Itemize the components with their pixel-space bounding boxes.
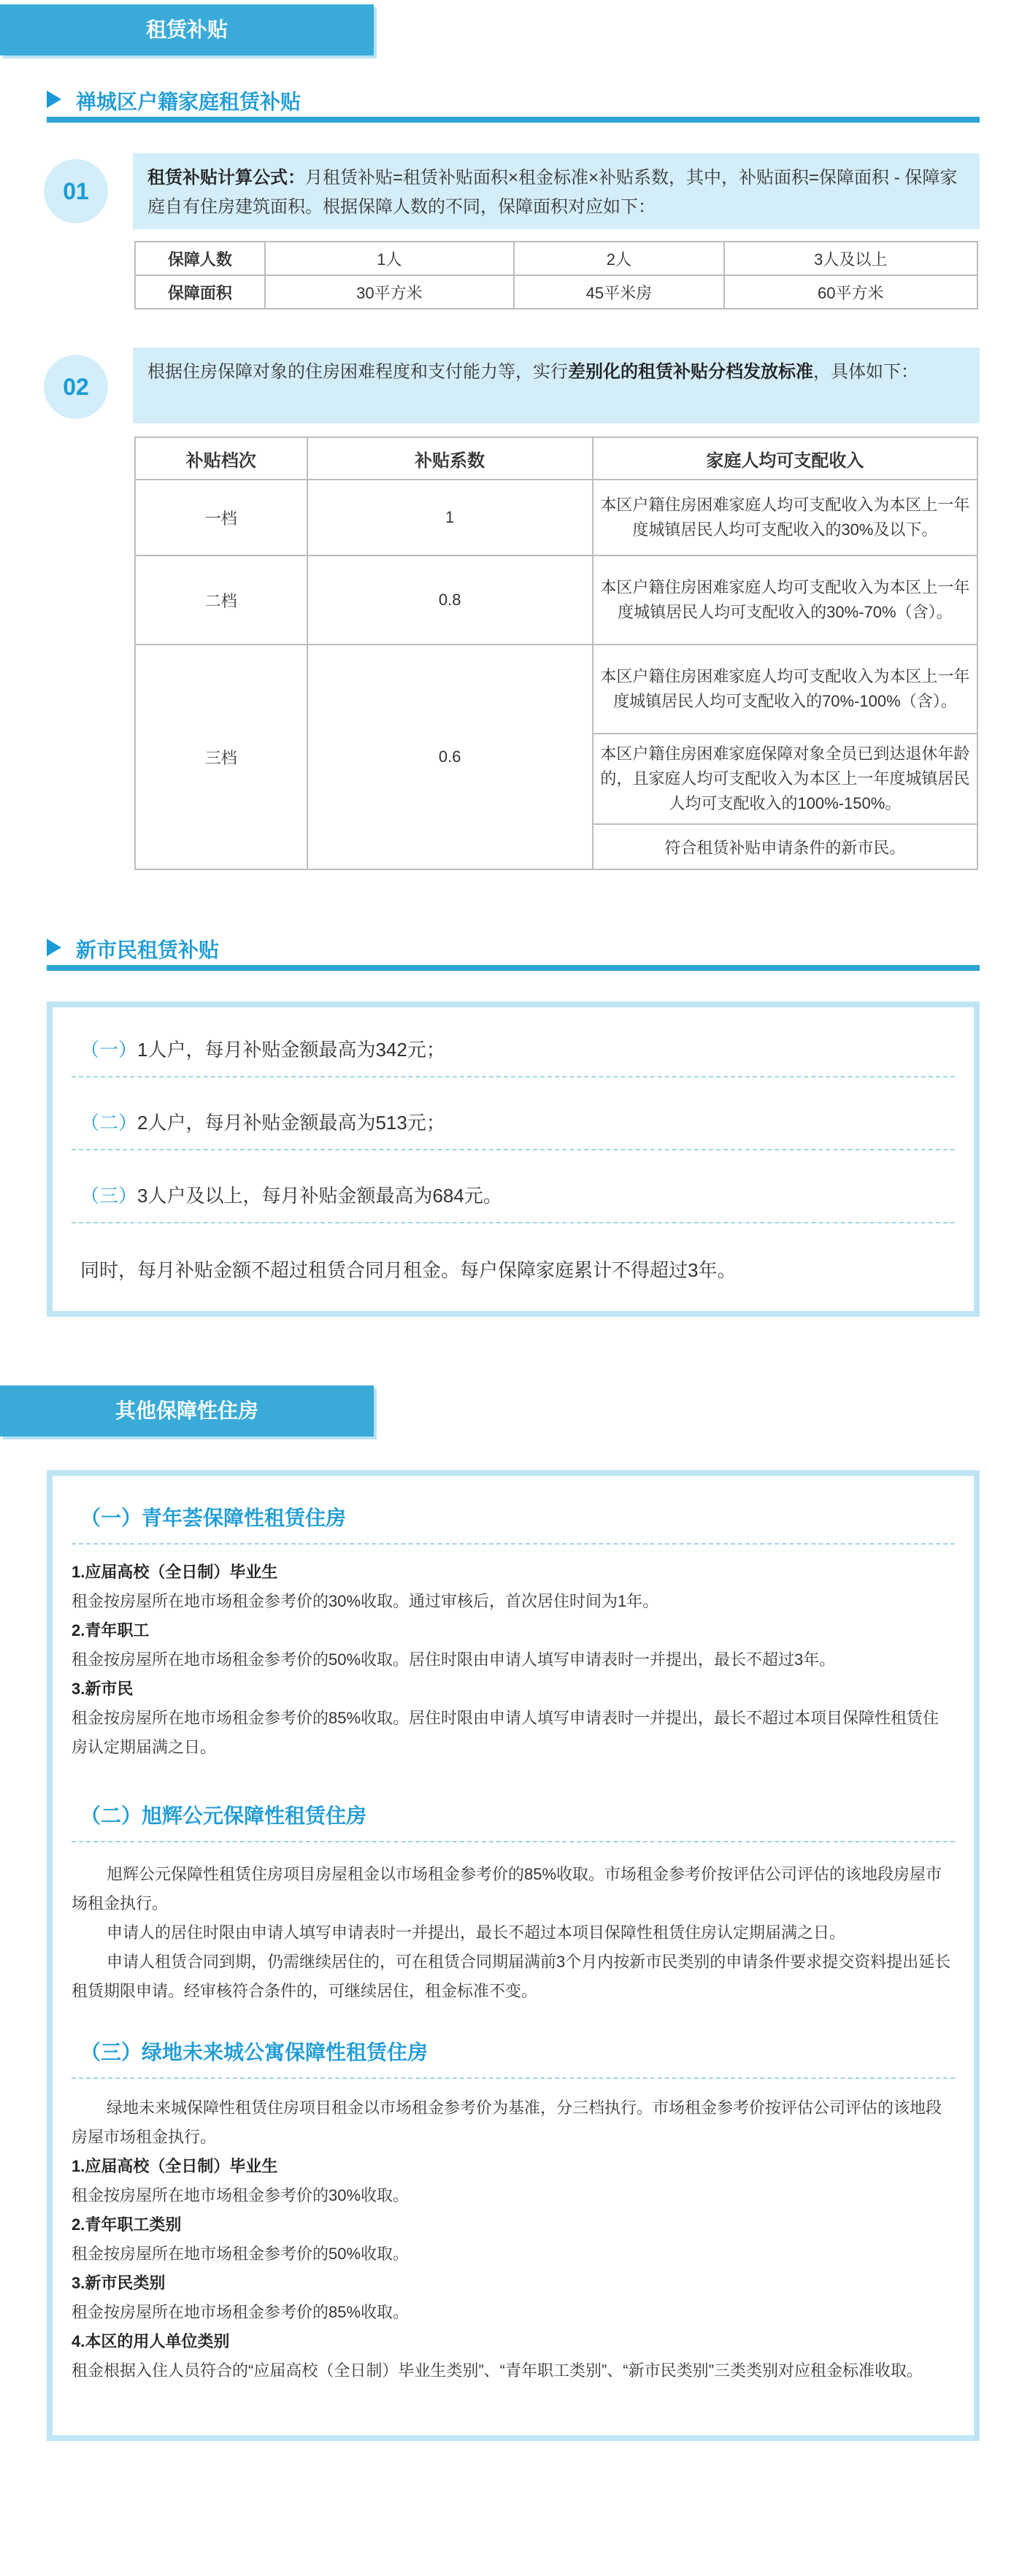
table-cell: 30平方米 — [265, 275, 514, 309]
table-cell: 保障人数 — [135, 242, 265, 275]
tier-intro-emphasis: 差别化的租赁补贴分档发放标准 — [568, 362, 813, 382]
subsection-title: （三）绿地未来城公寓保障性租赁住房 — [80, 2041, 429, 2064]
tier-level: 二档 — [135, 555, 307, 645]
formula-label: 租赁补贴计算公式： — [147, 168, 305, 188]
dashed-divider — [72, 1841, 955, 1842]
item-text: 2人户，每月补贴金额最高为513元； — [137, 1112, 445, 1134]
para-text: 租金按房屋所在地市场租金参考价的85%收取。 — [72, 2303, 410, 2321]
subsection-title: （二）旭辉公元保障性租赁住房 — [80, 1804, 367, 1827]
triangle-bullet-icon — [47, 939, 61, 956]
step-number-badge: 01 — [44, 159, 108, 223]
section-title-text: 新市民租赁补贴 — [76, 939, 220, 961]
subsection-body — [72, 1860, 955, 2006]
table-header-row — [135, 437, 977, 480]
list-item — [80, 1108, 445, 1135]
subsection-body — [72, 1558, 955, 1762]
tier-coef: 0.8 — [307, 555, 593, 645]
tier-coef: 1 — [307, 480, 593, 555]
table-cell: 保障面积 — [135, 275, 265, 309]
dashed-divider — [72, 1149, 955, 1150]
section-title-huji — [47, 79, 980, 123]
tier-table — [134, 437, 978, 870]
table-row — [135, 555, 977, 645]
section-title-new-citizen — [47, 927, 980, 971]
section-divider — [47, 965, 980, 971]
table-row — [135, 242, 977, 275]
item-text: 3人户及以上，每月补贴金额最高为684元。 — [137, 1185, 502, 1207]
rental-subsidy-header-text: 租赁补贴 — [145, 18, 228, 41]
new-citizen-box — [47, 1001, 980, 1317]
para-heading: 2.青年职工 — [72, 1621, 150, 1639]
table-cell: 60平方米 — [724, 275, 977, 309]
dashed-divider — [72, 1543, 955, 1545]
para-text: 租金根据入住人员符合的“应届高校（全日制）毕业生类别”、“青年职工类别”、“新市民类别”三类类别对应租金标准收取。 — [72, 2361, 923, 2380]
tier-intro-box — [133, 347, 980, 423]
section-divider — [47, 117, 980, 123]
other-housing-header-text: 其他保障性住房 — [115, 1399, 258, 1422]
para-heading: 3.新市民类别 — [72, 2274, 166, 2292]
formula-box — [133, 153, 980, 229]
rental-subsidy-header — [0, 4, 374, 55]
para-heading: 1.应届高校（全日制）毕业生 — [72, 2157, 278, 2175]
tier-intro-suffix: ，具体如下： — [813, 362, 918, 382]
column-header: 补贴档次 — [135, 437, 307, 480]
table-cell: 45平米房 — [514, 275, 724, 309]
triangle-bullet-icon — [47, 91, 61, 108]
subsection-title: （一）青年荟保障性租赁住房 — [80, 1507, 347, 1529]
para-text: 租金按房屋所在地市场租金参考价的85%收取。居住时限由申请人填写申请表时一并提出，最长不超过本项目保障性租赁住房认定期届满之日。 — [72, 1709, 940, 1756]
para-text: 租金按房屋所在地市场租金参考价的50%收取。居住时限由申请人填写申请表时一并提出，最长不超过3年。 — [72, 1650, 836, 1669]
item-marker: （三） — [80, 1185, 138, 1207]
table-cell: 2人 — [514, 242, 724, 275]
para-text: 租金按房屋所在地市场租金参考价的30%收取。通过审核后，首次居住时间为1年。 — [72, 1592, 659, 1610]
dashed-divider — [72, 2077, 955, 2079]
formula-text: 月租赁补贴=租赁补贴面积×租金标准×补贴系数，其中，补贴面积=保障面积 - 保障家庭自有住房建筑面积。根据保障人数的不同，保障面积对应如下： — [147, 168, 958, 217]
para-heading: 4.本区的用人单位类别 — [72, 2332, 230, 2350]
list-item — [80, 1181, 502, 1208]
item-text: 1人户，每月补贴金额最高为342元； — [137, 1039, 445, 1061]
tier-income: 本区户籍住房困难家庭人均可支配收入为本区上一年度城镇居民人均可支配收入的30%及以下。 — [593, 480, 977, 555]
tier-level: 一档 — [135, 480, 307, 555]
para-heading: 3.新市民 — [72, 1680, 134, 1698]
table-cell: 1人 — [265, 242, 514, 275]
table-row — [135, 275, 977, 309]
para-heading: 1.应届高校（全日制）毕业生 — [72, 1563, 278, 1581]
tier-level: 三档 — [135, 645, 307, 869]
list-item — [80, 1035, 445, 1062]
section-title-text: 禅城区户籍家庭租赁补贴 — [76, 91, 301, 113]
tier-intro-text: 根据住房保障对象的住房困难程度和支付能力等，实行 — [147, 362, 568, 382]
tier-income: 本区户籍住房困难家庭人均可支配收入为本区上一年度城镇居民人均可支配收入的70%-100%（含）。 — [593, 645, 977, 734]
column-header: 补贴系数 — [307, 437, 593, 480]
table-row — [135, 480, 977, 555]
column-header: 家庭人均可支配收入 — [593, 437, 977, 480]
area-table — [134, 241, 978, 309]
tier-income: 本区户籍住房困难家庭保障对象全员已到达退休年龄的，且家庭人均可支配收入为本区上一年度城镇居民人均可支配收入的100%-150%。 — [593, 734, 977, 824]
tier-income: 符合租赁补贴申请条件的新市民。 — [593, 824, 977, 869]
note-text: 同时，每月补贴金额不超过租赁合同月租金。每户保障家庭累计不得超过3年。 — [80, 1259, 737, 1281]
para-heading: 2.青年职工类别 — [72, 2215, 182, 2234]
item-marker: （一） — [80, 1039, 138, 1061]
para-text: 旭辉公元保障性租赁住房项目房屋租金以市场租金参考价的85%收取。市场租金参考价按评估公司评估的该地段房屋市场租金执行。 — [72, 1865, 942, 1912]
dashed-divider — [72, 1222, 955, 1223]
para-text: 租金按房屋所在地市场租金参考价的30%收取。 — [72, 2186, 410, 2204]
para-text: 申请人的居住时限由申请人填写申请表时一并提出，最长不超过本项目保障性租赁住房认定期届满之日。 — [107, 1923, 846, 1942]
para-text: 租金按房屋所在地市场租金参考价的50%收取。 — [72, 2245, 410, 2263]
para-text: 申请人租赁合同到期，仍需继续居住的，可在租赁合同期届满前3个月内按新市民类别的申请条件要求提交资料提出延长租赁期限申请。经审核符合条件的，可继续居住，租金标准不变。 — [72, 1953, 951, 2000]
dashed-divider — [72, 1076, 955, 1077]
other-housing-header — [0, 1385, 374, 1437]
tier-coef: 0.6 — [307, 645, 593, 869]
tier-income: 本区户籍住房困难家庭人均可支配收入为本区上一年度城镇居民人均可支配收入的30%-70%（含）。 — [593, 555, 977, 645]
table-cell: 3人及以上 — [724, 242, 977, 275]
other-housing-box — [47, 1470, 980, 2441]
subsection-body — [72, 2094, 955, 2385]
para-text: 绿地未来城保障性租赁住房项目租金以市场租金参考价为基准，分三档执行。市场租金参考价按评估公司评估的该地段房屋市场租金执行。 — [72, 2099, 942, 2146]
step-number-badge: 02 — [44, 355, 108, 419]
table-row — [135, 645, 977, 734]
item-marker: （二） — [80, 1112, 138, 1134]
